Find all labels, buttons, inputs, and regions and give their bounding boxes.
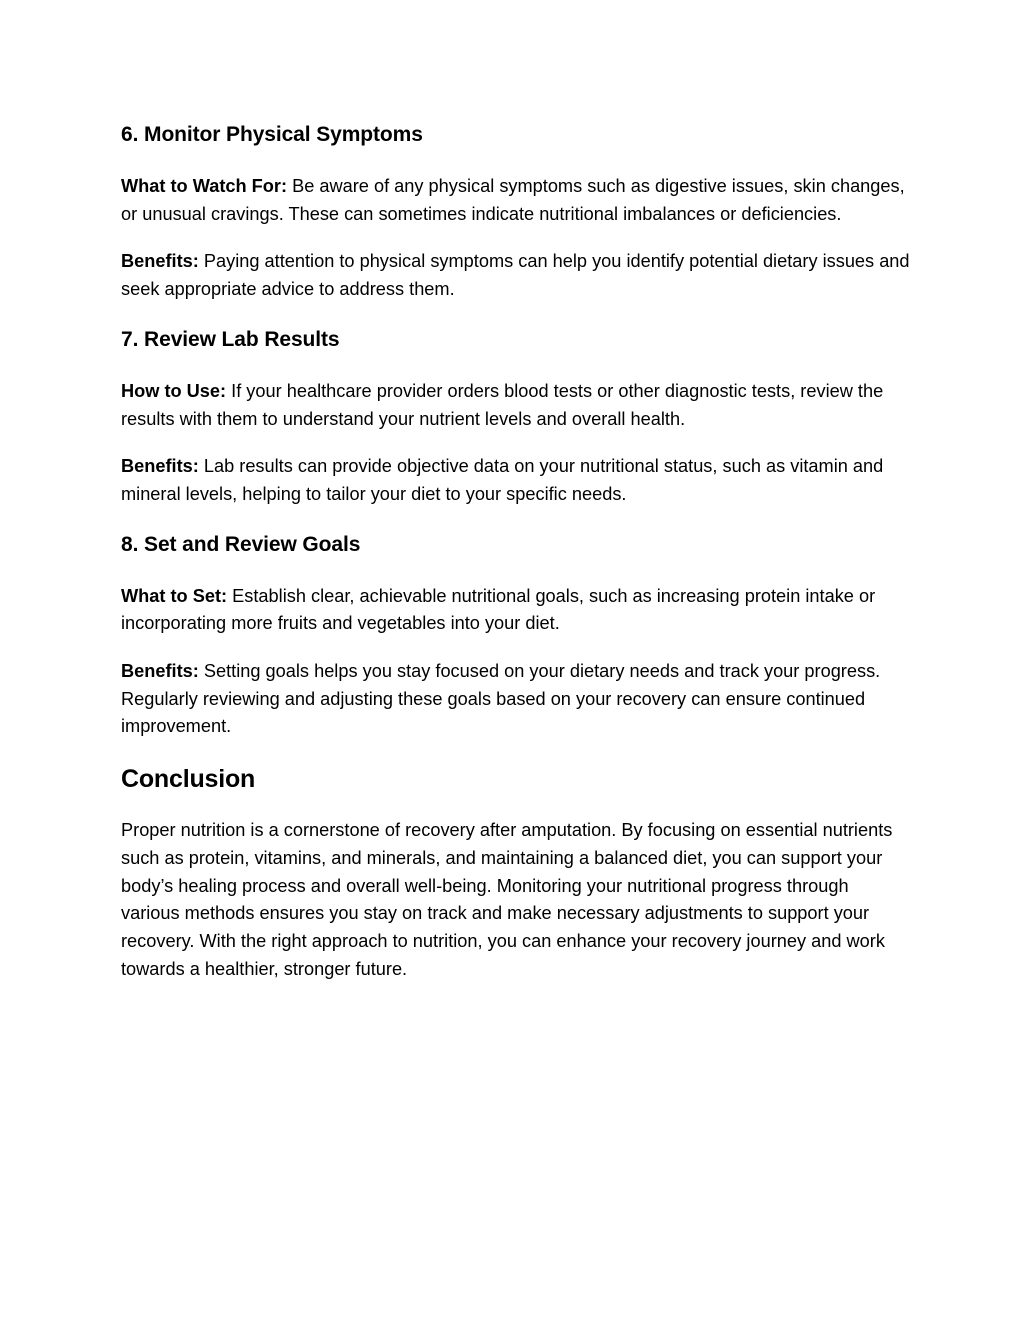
paragraph-lead: What to Set: [121,585,228,606]
section-heading-review-lab-results: 7. Review Lab Results [121,327,340,351]
paragraph-lead: Benefits: [121,456,199,477]
document-page [121,112,911,983]
paragraph-text: Be aware of any physical symptoms such as digestive issues, skin changes, or unusual cravings. These can sometimes indicate nutritional imbalances or deficiencies. [121,176,905,224]
paragraph-what-to-watch-for [121,173,911,228]
paragraph-lead: How to Use: [121,380,227,401]
conclusion-paragraph: Proper nutrition is a cornerstone of recovery after amputation. By focusing on essential nutrients such as protein, vitamins, and minerals, and maintaining a balanced diet, you can support your body’s healing process and overall well-being. Monitoring your nutritional progress through various methods ensures you stay on track and make necessary adjustments to support your recovery. With the right approach to nutrition, you can enhance your recovery journey and work towards a healthier, stronger future. [121,820,893,979]
paragraph-how-to-use [121,378,911,433]
paragraph-benefits-goals [121,658,911,741]
section-heading-monitor-physical-symptoms: 6. Monitor Physical Symptoms [121,123,423,146]
paragraph-text: Setting goals helps you stay focused on your dietary needs and track your progress. Regularly reviewing and adjusting these goals based on your recovery can ensure continued improvement. [121,661,881,737]
paragraph-lead: Benefits: [121,251,199,272]
paragraph-benefits-symptoms [121,248,911,303]
paragraph-lead: Benefits: [121,661,199,682]
section-heading-set-and-review-goals: 8. Set and Review Goals [121,532,361,556]
paragraph-text: Paying attention to physical symptoms can help you identify potential dietary issues and seek appropriate advice to address them. [121,251,910,300]
paragraph-what-to-set [121,583,911,638]
paragraph-text: Lab results can provide objective data on your nutritional status, such as vitamin and mineral levels, helping to tailor your diet to your specific needs. [121,456,884,504]
conclusion-heading: Conclusion [121,765,256,794]
paragraph-lead: What to Watch For: [121,176,288,196]
paragraph-benefits-lab-results [121,453,911,508]
paragraph-text: Establish clear, achievable nutritional goals, such as increasing protein intake or incorporating more fruits and vegetables into your diet. [121,585,876,634]
paragraph-text: If your healthcare provider orders blood tests or other diagnostic tests, review the results with them to understand your nutrient levels and overall health. [121,380,884,429]
